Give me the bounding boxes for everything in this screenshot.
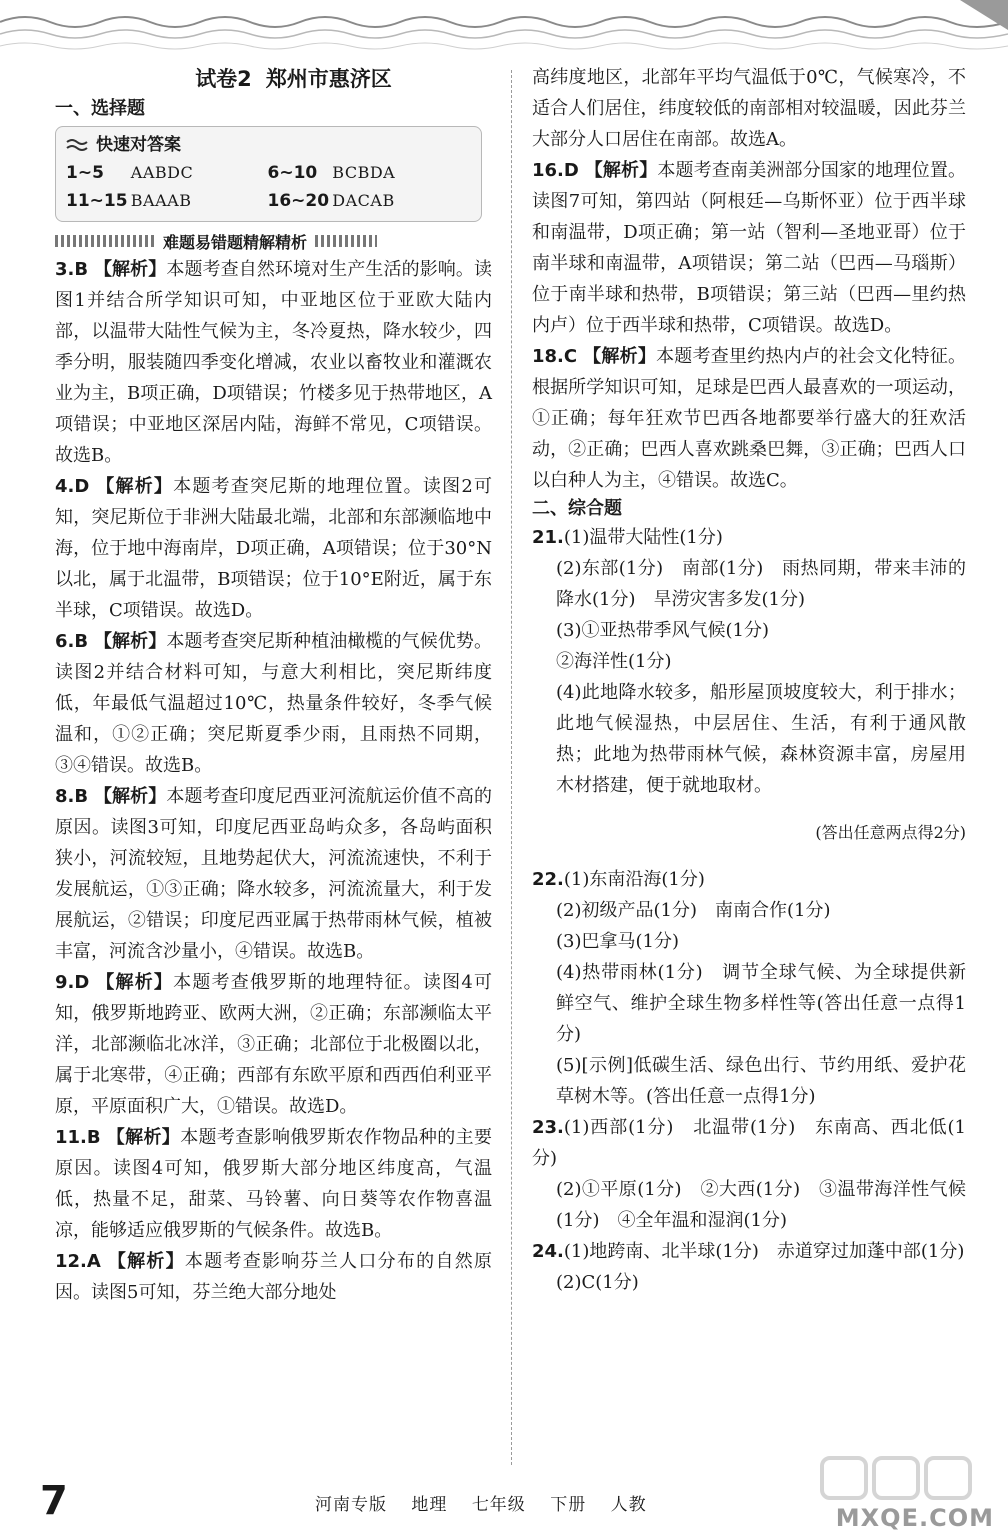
page-number: 7: [40, 1478, 68, 1524]
explanation-text: 本题考查影响芬兰人口分布的自然原因。读图5可知，芬兰绝大部分地处: [55, 1251, 492, 1303]
footer-volume: 下册: [550, 1495, 587, 1515]
analysis-tag: 【解析】: [96, 972, 174, 993]
explanation-text: 本题考查自然环境对生产生活的影响。读图1并结合所学知识可知，中亚地区位于亚欧大陆内部，以温带大陆性气候为主，冬冷夏热，降水较少，四季分明，服装随四季变化增减，农业以畜牧业和灌溉农业为主，B项正确，D项错误；竹楼多见于热带地区，A项错误；中亚地区深居内陆，海鲜不常见，C项错误。故选B。: [55, 259, 493, 466]
answer-range: 6~10: [267, 163, 318, 183]
answer-values: BCBDA: [332, 163, 396, 182]
answer-text: (1)东南沿海(1分): [563, 869, 705, 890]
explanation-item: [55, 626, 492, 781]
question-number: 6.: [55, 631, 75, 652]
analysis-tag: 【解析】: [93, 631, 167, 652]
footer-info: [315, 1490, 665, 1515]
explanation-continuation: 高纬度地区，北部年平均气温低于0℃，气候寒冷，不适合人们居住，纬度较低的南部相对较温暖，因此芬兰大部分人口居住在南部。故选A。: [532, 67, 966, 150]
answer-line: [532, 864, 966, 895]
explanation-text: 本题考查印度尼西亚河流航运价值不高的原因。读图3可知，印度尼西亚岛屿众多，各岛屿面积狭小，河流较短，且地势起伏大，河流流速快，不利于发展航运，①③正确；降水较多，河流流量大，利于发展航运，②错误；印度尼西亚属于热带雨林气候，植被丰富，河流含沙量小，④错误。故选B。: [55, 786, 493, 962]
answer-row: [66, 159, 469, 187]
answer-text: (1)西部(1分) 北温带(1分) 东南高、西北低(1分): [532, 1117, 966, 1169]
section-heading-comprehensive: 二、综合题: [532, 498, 622, 519]
question-number: 23.: [532, 1117, 564, 1138]
explanation-text: 本题考查南美洲部分国家的地理位置。读图7可知，第四站（阿根廷—乌斯怀亚）位于西半球和南温带，D项正确；第一站（智利—圣地亚哥）位于南半球和南温带，A项错误；第二站（巴西—马瑙斯）位于南半球和热带，B项错误；第三站（巴西—里约热内卢）位于西半球和热带，C项错误。故选D。: [532, 160, 966, 336]
exam-region: 郑州市惠济区: [265, 67, 392, 91]
left-column: [55, 62, 492, 1308]
answer-range: 16~20: [267, 191, 330, 211]
banner-stripe: [55, 235, 155, 247]
answer-letter: B: [74, 631, 89, 652]
explanation-item: [55, 967, 492, 1122]
answer-line: (2)①平原(1分) ②大西(1分) ③温带海洋性气候(1分) ④全年温和湿润(1分): [556, 1179, 966, 1231]
question-number: 21.: [532, 527, 564, 548]
explanation-text: 本题考查里约热内卢的社会文化特征。根据所学知识可知，足球是巴西人最喜欢的一项运动，①正确；每年狂欢节巴西各地都要举行盛大的狂欢活动，②正确；巴西人喜欢跳桑巴舞，③正确；巴西人口以白种人为主，④错误。故选C。: [532, 346, 966, 491]
question-number: 18.: [532, 346, 564, 367]
answer-values: BAAAB: [130, 191, 192, 210]
explanation-text: 本题考查影响俄罗斯农作物品种的主要原因。读图4可知，俄罗斯大部分地区纬度高，气温低，热量不足，甜菜、马铃薯、向日葵等农作物喜温凉，能够适应俄罗斯的气候条件。故选B。: [55, 1127, 493, 1241]
explanation-item: [532, 341, 966, 496]
explanation-text: 本题考查俄罗斯的地理特征。读图4可知，俄罗斯地跨亚、欧两大洲，②正确；东部濒临太平洋，北部濒临北冰洋，③正确；北部位于北极圈以北，属于北寒带，④正确；西部有东欧平原和西西伯利亚平原，平原面积广大，①错误。故选D。: [55, 972, 492, 1117]
watermark-text: MXQE.COM: [835, 1504, 994, 1532]
question-number: 16.: [532, 160, 564, 181]
answer-letter: A: [86, 1251, 101, 1272]
quick-answer-box: [55, 126, 482, 222]
answer-letter: C: [563, 346, 578, 367]
hard-question-label: 难题易错题精解精析: [163, 232, 308, 252]
right-column: [532, 62, 966, 1298]
page-title: [95, 62, 492, 96]
answer-line: (4)热带雨林(1分) 调节全球气候、为全球提供新鲜空气、维护全球生物多样性等(答出任意一点得1分): [556, 962, 966, 1045]
answer-letter: B: [86, 1127, 101, 1148]
answer-line: (3)巴拿马(1分): [556, 931, 679, 952]
explanation-text: 本题考查突尼斯种植油橄榄的气候优势。读图2并结合材料可知，与意大利相比，突尼斯纬度低，年最低气温超过10℃，热量条件较好，冬季气候温和，①②正确；突尼斯夏季少雨，且雨热不同期，③④错误。故选B。: [55, 631, 493, 776]
question-number: 4.: [55, 476, 75, 497]
explanation-item: [55, 254, 492, 471]
answer-line: [532, 1112, 966, 1174]
wave-icon: [66, 137, 88, 153]
scoring-note: (答出任意两点得2分): [815, 823, 966, 842]
footer-publisher: 人教: [610, 1495, 647, 1515]
answer-line: (4)此地降水较多，船形屋顶坡度较大，利于排水；此地气候湿热，中层居住、生活，有利于通风散热；此地为热带雨林气候，森林资源丰富，房屋用木材搭建，便于就地取材。: [556, 682, 966, 796]
column-divider: [511, 70, 512, 1465]
question-number: 12.: [55, 1251, 87, 1272]
explanation-item: [532, 155, 966, 341]
banner-stripe: [315, 235, 377, 247]
explanation-item: [55, 781, 492, 967]
explanation-item: [55, 1122, 492, 1246]
answer-line: ②海洋性(1分): [556, 651, 672, 672]
exam-number: 试卷2: [195, 67, 252, 91]
question-number: 8.: [55, 786, 75, 807]
footer-subject: 地理: [411, 1495, 448, 1515]
question-number: 3.: [55, 259, 75, 280]
answer-line: (2)初级产品(1分) 南南合作(1分): [556, 900, 831, 921]
answer-values: DACAB: [332, 191, 395, 210]
explanation-item: [55, 471, 492, 626]
question-number: 22.: [532, 869, 564, 890]
answer-letter: D: [563, 160, 579, 181]
footer-grade: 七年级: [471, 1495, 526, 1515]
answer-row: [66, 187, 469, 215]
answer-range: 11~15: [66, 191, 128, 211]
quick-answer-label: 快速对答案: [96, 135, 181, 155]
answer-line: (3)①亚热带季风气候(1分): [556, 620, 769, 641]
answer-letter: D: [74, 972, 90, 993]
answer-letter: B: [74, 259, 89, 280]
question-number: 11.: [55, 1127, 87, 1148]
answer-line: (2)C(1分): [556, 1272, 639, 1293]
analysis-tag: 【解析】: [106, 1127, 181, 1148]
analysis-tag: 【解析】: [583, 346, 657, 367]
hard-question-banner: [55, 228, 492, 254]
answer-text: (1)地跨南、北半球(1分) 赤道穿过加蓬中部(1分): [563, 1241, 965, 1262]
answer-line: (2)东部(1分) 南部(1分) 雨热同期，带来丰沛的降水(1分) 旱涝灾害多发(1分): [556, 558, 966, 610]
answer-letter: D: [74, 476, 90, 497]
question-number: 9.: [55, 972, 75, 993]
analysis-tag: 【解析】: [96, 476, 174, 497]
analysis-tag: 【解析】: [584, 160, 658, 181]
answer-values: AABDC: [130, 163, 194, 182]
section-heading-choice: 一、选择题: [55, 98, 145, 119]
quick-answer-title: [66, 131, 469, 159]
answer-letter: B: [74, 786, 89, 807]
answer-line: (5)[示例]低碳生活、绿色出行、节约用纸、爱护花草树木等。(答出任意一点得1分): [556, 1055, 966, 1107]
question-number: 24.: [532, 1241, 564, 1262]
answer-text: (1)温带大陆性(1分): [563, 527, 723, 548]
explanation-item: [55, 1246, 492, 1308]
analysis-tag: 【解析】: [93, 259, 167, 280]
footer-edition: 河南专版: [315, 1495, 387, 1515]
analysis-tag: 【解析】: [93, 786, 167, 807]
analysis-tag: 【解析】: [107, 1251, 185, 1272]
explanation-text: 本题考查突尼斯的地理位置。读图2可知，突尼斯位于非洲大陆最北端，北部和东部濒临地中海，位于地中海南岸，D项正确，A项错误；位于30°N以北，属于北温带，B项错误；位于10°E附近，属于东半球，C项错误。故选D。: [55, 476, 492, 621]
answer-line: [532, 522, 966, 553]
answer-line: [532, 1236, 966, 1267]
answer-range: 1~5: [66, 163, 104, 183]
